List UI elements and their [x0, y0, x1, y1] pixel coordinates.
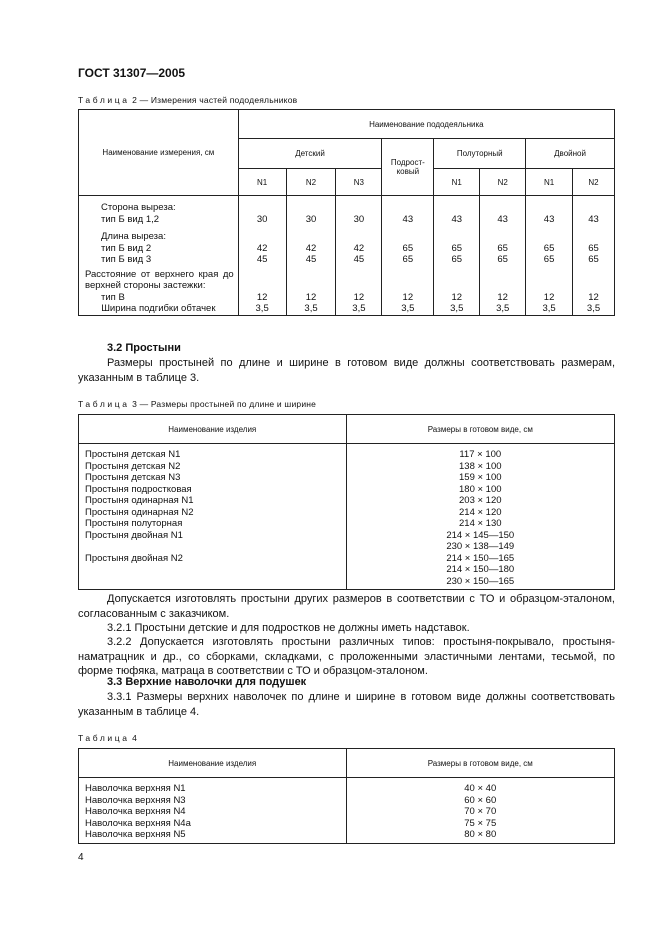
table2-cell	[286, 196, 336, 214]
table2-caption-text: 2 — Измерения частей пододеяльников	[132, 95, 298, 105]
table2-cell	[480, 225, 526, 243]
table3-col-name: Наименование изделия	[79, 415, 347, 444]
table3-item-name	[79, 576, 347, 590]
table3-item-name: Простыня двойная N2	[79, 553, 347, 565]
table2-row-label: Ширина подгибки обтачек	[79, 303, 239, 315]
table2-cell	[434, 225, 480, 243]
table2-cell: 42	[238, 243, 286, 255]
table4-col-size: Размеры в готовом виде, см	[346, 749, 614, 778]
table2-cell	[434, 196, 480, 214]
page-header: ГОСТ 31307—2005	[78, 66, 186, 80]
table2-cell: 45	[286, 254, 336, 266]
table2-num: N2	[480, 169, 526, 196]
table2-cell: 45	[238, 254, 286, 266]
table2-num: N1	[526, 169, 573, 196]
table2-cell: 3,5	[238, 303, 286, 315]
table2-sub-dvoin: Двойной	[526, 139, 615, 169]
table2-col-name: Наименование измерения, см	[79, 110, 239, 196]
table2-cell	[434, 266, 480, 292]
table4-item-name: Наволочка верхняя N4	[79, 806, 347, 818]
table2-cell: 3,5	[526, 303, 573, 315]
table2-row-label: тип Б вид 2	[79, 243, 239, 255]
table2-cell: 65	[434, 243, 480, 255]
table3-row	[79, 507, 615, 519]
table2-cell: 30	[286, 214, 336, 226]
table2-cell	[336, 266, 382, 292]
table2-row	[79, 214, 615, 226]
table2-cell	[526, 196, 573, 214]
table2-cell	[382, 225, 434, 243]
table4-row	[79, 818, 615, 830]
table2-cell: 12	[238, 292, 286, 304]
table3-item-size: 180 × 100	[346, 484, 614, 496]
table2-cell: 42	[336, 243, 382, 255]
table4-item-name: Наволочка верхняя N3	[79, 795, 347, 807]
table2-row-label: Длина выреза:	[79, 225, 239, 243]
table3-item-size: 117 × 100	[346, 444, 614, 461]
table3-row	[79, 461, 615, 473]
para-3-2-1: 3.2.1 Простыни детские и для подростков не должны иметь надставок.	[107, 622, 470, 634]
table3-item-size: 230 × 138—149	[346, 541, 614, 553]
table2-cell: 3,5	[573, 303, 615, 315]
table4-item-size: 75 × 75	[346, 818, 614, 830]
section-3-2-title: 3.2 Простыни	[107, 342, 181, 354]
table4-item-size: 40 × 40	[346, 778, 614, 795]
table2-cell	[336, 225, 382, 243]
table4-item-name: Наволочка верхняя N1	[79, 778, 347, 795]
table2-caption-word: Таблица	[78, 95, 130, 105]
table3-item-name: Простыня одинарная N1	[79, 495, 347, 507]
table3-row	[79, 564, 615, 576]
table2-sub-podrost: Подрост-ковый	[382, 139, 434, 196]
table4-row	[79, 778, 615, 795]
table3-item-name: Простыня полуторная	[79, 518, 347, 530]
para-3-3-1: 3.3.1 Размеры верхних наволочек по длине и ширине в готовом виде должны соответствовать указанным в таблице 4.	[78, 691, 615, 718]
table3-item-size: 230 × 150—165	[346, 576, 614, 590]
table2-cell: 12	[480, 292, 526, 304]
table3-item-size: 138 × 100	[346, 461, 614, 473]
table2-num: N1	[434, 169, 480, 196]
table3	[78, 414, 615, 590]
table4-row	[79, 795, 615, 807]
table3-row	[79, 495, 615, 507]
table2-cell: 3,5	[480, 303, 526, 315]
table3-item-name: Простыня детская N1	[79, 444, 347, 461]
table2-cell: 65	[526, 243, 573, 255]
table3-row	[79, 518, 615, 530]
table2-cell: 65	[382, 243, 434, 255]
table2-cell	[526, 225, 573, 243]
table4	[78, 748, 615, 844]
table3-caption-word: Таблица	[78, 399, 130, 409]
table3-row	[79, 484, 615, 496]
table3-item-size: 203 × 120	[346, 495, 614, 507]
table3-item-size: 214 × 150—165	[346, 553, 614, 565]
table3-caption-text: 3 — Размеры простыней по длине и ширине	[132, 399, 317, 409]
table3-item-size: 214 × 145—150	[346, 530, 614, 542]
table2-sub-poluto: Полуторный	[434, 139, 526, 169]
table2-num: N2	[573, 169, 615, 196]
table2-cell: 43	[573, 214, 615, 226]
table4-item-name: Наволочка верхняя N5	[79, 829, 347, 843]
table2-row	[79, 303, 615, 315]
table2-cell: 43	[480, 214, 526, 226]
table3-item-name: Простыня двойная N1	[79, 530, 347, 542]
table2-row-label: Сторона выреза:	[79, 196, 239, 214]
table2-cell: 43	[434, 214, 480, 226]
table2-row	[79, 266, 615, 292]
table2-num: N2	[286, 169, 336, 196]
table2-row	[79, 225, 615, 243]
table2-row-label: тип Б вид 1,2	[79, 214, 239, 226]
table3-item-name: Простыня одинарная N2	[79, 507, 347, 519]
table2-cell: 3,5	[434, 303, 480, 315]
table2-cell: 12	[336, 292, 382, 304]
table2-cell	[573, 266, 615, 292]
table2	[78, 109, 615, 316]
table2-cell: 65	[434, 254, 480, 266]
table4-row	[79, 806, 615, 818]
table2-cell: 12	[286, 292, 336, 304]
table4-item-size: 70 × 70	[346, 806, 614, 818]
table3-row	[79, 541, 615, 553]
table3-item-size: 214 × 150—180	[346, 564, 614, 576]
para-3-2-2: 3.2.2 Допускается изготовлять простыни различных типов: простыня-покрывало, простыня-наматрацник и др., со сборками, складками, с проложенными эластичными лентами, тесьмой, по форме тюфяка, матраца в соответствии с ТО и образцом-эталоном.	[78, 636, 615, 677]
table2-row	[79, 196, 615, 214]
table3-row	[79, 576, 615, 590]
table2-row	[79, 243, 615, 255]
table3-caption	[78, 399, 316, 409]
table2-cell: 43	[526, 214, 573, 226]
table4-row	[79, 829, 615, 843]
section-3-3-title: 3.3 Верхние наволочки для подушек	[107, 676, 307, 688]
table2-cell	[526, 266, 573, 292]
table2-cell: 65	[382, 254, 434, 266]
table2-row-label: Расстояние от верхнего края до верхней стороны застежки:	[79, 266, 239, 292]
table3-item-size: 214 × 130	[346, 518, 614, 530]
table2-cell	[336, 196, 382, 214]
table3-row	[79, 444, 615, 461]
table2-row	[79, 292, 615, 304]
table4-caption-text: 4	[132, 733, 138, 743]
table2-cell: 12	[434, 292, 480, 304]
table2-cell	[382, 266, 434, 292]
table2-cell	[382, 196, 434, 214]
table2-cell: 65	[573, 254, 615, 266]
table3-item-name: Простыня детская N3	[79, 472, 347, 484]
table2-cell: 43	[382, 214, 434, 226]
table2-cell: 12	[382, 292, 434, 304]
table3-item-name: Простыня подростковая	[79, 484, 347, 496]
table3-item-size: 159 × 100	[346, 472, 614, 484]
table2-sub-detsky: Детский	[238, 139, 382, 169]
table2-cell	[573, 196, 615, 214]
table3-col-size: Размеры в готовом виде, см	[346, 415, 614, 444]
table2-cell: 42	[286, 243, 336, 255]
table2-cell	[480, 196, 526, 214]
table2-cell: 45	[336, 254, 382, 266]
para-other-sizes: Допускается изготовлять простыни других размеров в соответствии с ТО и образцом-эталоном, согласованным с заказчиком.	[78, 593, 615, 620]
table3-item-size: 214 × 120	[346, 507, 614, 519]
table2-cell: 30	[238, 214, 286, 226]
table2-cell	[238, 225, 286, 243]
table4-col-name: Наименование изделия	[79, 749, 347, 778]
table4-item-size: 60 × 60	[346, 795, 614, 807]
table4-item-size: 80 × 80	[346, 829, 614, 843]
table2-cell: 3,5	[286, 303, 336, 315]
table2-cell: 65	[480, 254, 526, 266]
table2-cell: 12	[526, 292, 573, 304]
table3-item-name	[79, 541, 347, 553]
table2-cell	[238, 266, 286, 292]
table4-item-name: Наволочка верхняя N4а	[79, 818, 347, 830]
table2-row-label: тип В	[79, 292, 239, 304]
table2-cell	[480, 266, 526, 292]
page-number: 4	[78, 852, 84, 863]
table2-cell	[573, 225, 615, 243]
table3-item-name	[79, 564, 347, 576]
table2-row	[79, 254, 615, 266]
table3-item-name: Простыня детская N2	[79, 461, 347, 473]
table2-cell	[286, 225, 336, 243]
table2-cell: 30	[336, 214, 382, 226]
table4-caption	[78, 733, 137, 743]
section-3-2-text: Размеры простыней по длине и ширине в готовом виде должны соответствовать размерам, указанным в таблице 3.	[78, 357, 615, 384]
table2-cell	[286, 266, 336, 292]
table2-num: N1	[238, 169, 286, 196]
table2-cell: 65	[573, 243, 615, 255]
table2-cell: 12	[573, 292, 615, 304]
table3-row	[79, 530, 615, 542]
table2-cell: 3,5	[336, 303, 382, 315]
table2-caption	[78, 95, 297, 105]
table2-cell: 65	[480, 243, 526, 255]
table2-cell: 3,5	[382, 303, 434, 315]
table2-row-label: тип Б вид 3	[79, 254, 239, 266]
table2-num: N3	[336, 169, 382, 196]
table2-group-header: Наименование пододеяльника	[238, 110, 614, 139]
table3-row	[79, 553, 615, 565]
table4-caption-word: Таблица	[78, 733, 130, 743]
table3-row	[79, 472, 615, 484]
table2-cell	[238, 196, 286, 214]
table2-cell: 65	[526, 254, 573, 266]
